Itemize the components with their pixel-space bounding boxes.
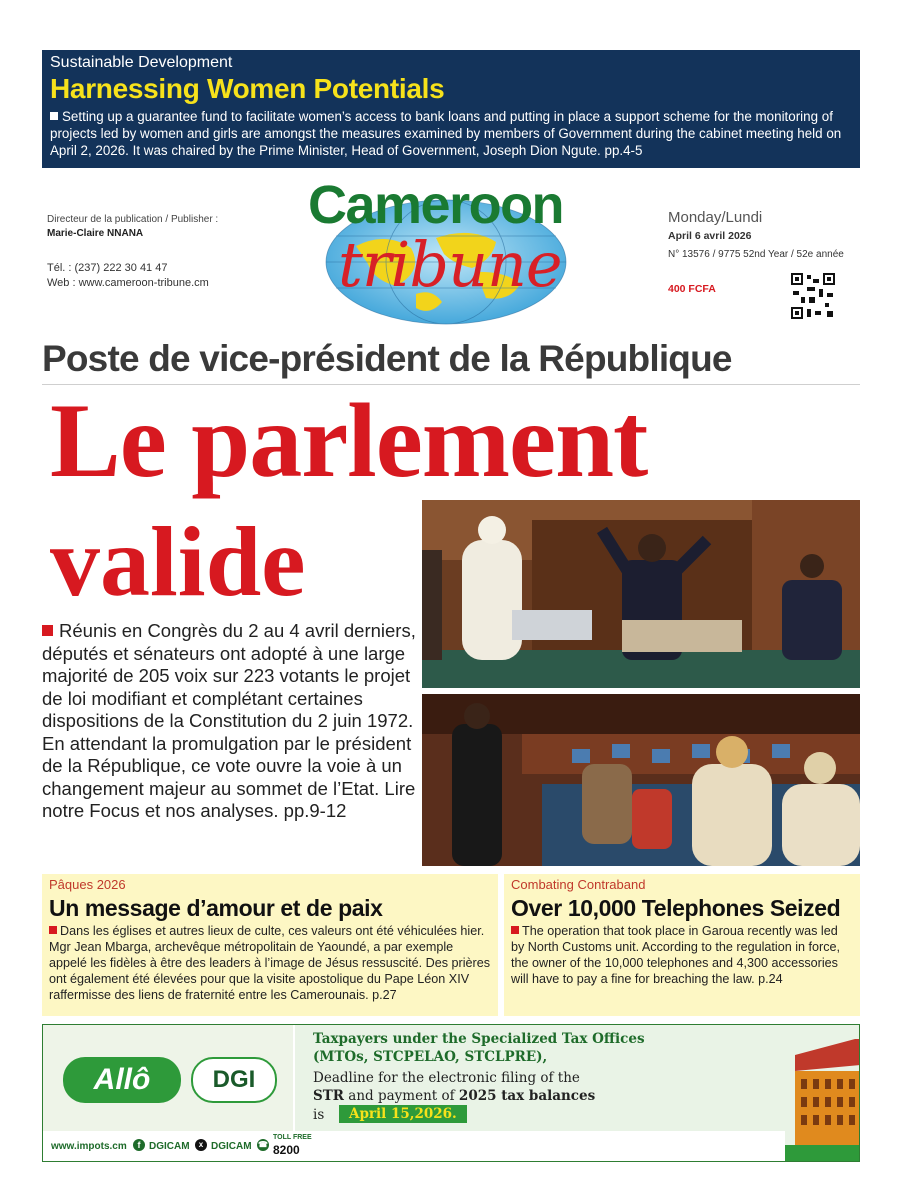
bullet-square-icon — [50, 112, 58, 120]
logo-tribune: tribune — [338, 228, 562, 301]
phone-icon: ☎ — [258, 1140, 268, 1149]
ad-balances: 2025 tax balances — [458, 1088, 596, 1104]
story-easter — [42, 874, 498, 1016]
story-contraband-body — [511, 923, 853, 987]
story-easter-kicker: Pâques 2026 — [49, 877, 126, 892]
story-easter-headline: Un message d’amour et de paix — [49, 895, 383, 921]
banner-body-text: Setting up a guarantee fund to facilitate women’s access to bank loans and putting in place a support scheme for the monitoring of projects led by women and girls are amongst the measures examined by members of Government during the cabinet meeting held on April 2, 2026. It was chaired by the Prime Minister, Head of Government, Joseph Dion Ngute. pp.4-5 — [50, 109, 842, 158]
day-en: Monday — [668, 209, 722, 226]
publisher-name: Marie-Claire NNANA — [47, 228, 144, 239]
logo-cameroon: Cameroon — [308, 175, 564, 235]
phone-number: Tél. : (237) 222 30 41 47 — [47, 262, 168, 274]
story-easter-body — [49, 923, 491, 1003]
bullet-square-icon — [42, 625, 53, 636]
ad-deadline-badge: April 15,2026. — [339, 1105, 467, 1123]
bullet-square-icon — [49, 926, 57, 934]
ad-line4 — [313, 1088, 595, 1104]
ad-facebook[interactable]: DGICAM — [149, 1141, 190, 1152]
ad-toll-free: TOLL FREE — [273, 1134, 312, 1141]
publisher-label: Directeur de la publication / Publisher : — [47, 214, 219, 225]
ad-toll-number: 8200 — [273, 1143, 300, 1157]
section-headline: Poste de vice-président de la République — [42, 338, 860, 385]
banner-title: Harnessing Women Potentials — [50, 73, 445, 104]
issue-day — [668, 209, 762, 226]
story-contraband-text: The operation that took place in Garoua recently was led by North Customs unit. According to the regulation in force, the owner of the 10,000 telephones and 4,300 accessories will have to pay a fine for breaching the law. p.24 — [511, 924, 841, 986]
ad-line3: Deadline for the electronic filing of the — [313, 1070, 580, 1086]
story-contraband-headline: Over 10,000 Telephones Seized — [511, 895, 841, 921]
allo-logo: Allô — [63, 1057, 181, 1103]
dgi-logo: DGI — [191, 1057, 277, 1103]
ad-line4-mid: and payment of — [344, 1088, 459, 1104]
facebook-icon[interactable]: f — [133, 1139, 145, 1151]
story-easter-text: Dans les églises et autres lieux de culte, ces valeurs ont été véhiculées hier. Mgr Jean Mbarga, archevêque métropolitain de Yaoundé, a par exemple appelé les fidèles à être des leaders à l’image de Jésus ressuscité. Des prières ont également été élevées pour que la visite apostolique du Pape Léon XIV raffermisse des liens de fraternité entre les Camerounais. p.27 — [49, 924, 491, 1002]
price: 400 FCFA — [668, 283, 716, 295]
ad-web[interactable]: www.impots.cm — [51, 1141, 127, 1152]
main-headline-line2: valide — [50, 506, 306, 617]
x-icon[interactable]: x — [195, 1139, 207, 1151]
website: Web : www.cameroon-tribune.cm — [47, 277, 209, 289]
ad-line2: (MTOs, STCPELAO, STCLPRE), — [313, 1049, 548, 1065]
issue-date: April 6 avril 2026 — [668, 230, 752, 242]
main-headline-line1: Le parlement — [50, 382, 648, 499]
story-contraband — [504, 874, 860, 1016]
ad-line5: is — [313, 1107, 325, 1123]
issue-number: N° 13576 / 9775 52nd Year / 52e année — [668, 249, 844, 260]
day-fr: Lundi — [725, 209, 763, 226]
top-banner — [42, 50, 860, 168]
ad-line1: Taxpayers under the Specialized Tax Offices — [313, 1031, 645, 1047]
tax-advertisement — [42, 1024, 860, 1162]
qr-code-icon[interactable] — [789, 271, 837, 321]
ad-x[interactable]: DGICAM — [211, 1141, 252, 1152]
lead-paragraph — [42, 620, 416, 823]
building-icon — [785, 1025, 860, 1161]
banner-kicker: Sustainable Development — [50, 54, 233, 71]
lead-text: Réunis en Congrès du 2 au 4 avril derniers, députés et sénateurs ont adopté à une large majorité de 205 voix sur 223 votants le projet de loi modifiant et complétant certaines dispositions de la Constitution du 2 juin 1972. En attendant la promulgation par le président de la République, ce vote ouvre la voie à un changement majeur au sommet de l’Etat. Lire notre Focus et nos analyses. pp.9-12 — [42, 620, 416, 821]
banner-body — [50, 108, 852, 159]
story-contraband-kicker: Combating Contraband — [511, 877, 646, 892]
ad-text-panel — [295, 1025, 785, 1131]
ad-brand-panel — [43, 1025, 293, 1131]
logo — [296, 176, 608, 326]
photo-congress-applause — [422, 500, 860, 688]
bullet-square-icon — [511, 926, 519, 934]
ad-footer — [43, 1131, 785, 1161]
day-separator: / — [721, 209, 726, 226]
ad-str: STR — [313, 1088, 345, 1104]
photo-parliament-vote — [422, 694, 860, 866]
